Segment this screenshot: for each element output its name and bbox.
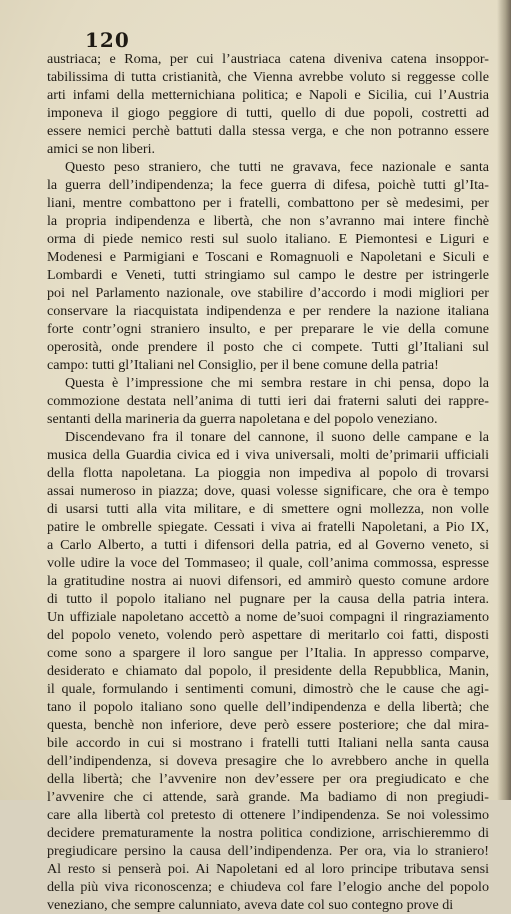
text-line: dell’indipendenza, si doveva presagire che lo avrebbero anche in quella	[47, 753, 489, 769]
text-line: Questa è l’impressione che mi sembra restare in chi pensa, dopo la	[65, 375, 489, 391]
text-line: campo: tutti gl’Italiani nel Consiglio, per il bene comune della patria!	[47, 357, 439, 373]
text-line: arti infami della metternichiana politica; e Napoli e Sicilia, cui l’Austria	[47, 87, 489, 103]
text-line: il quale, formulando i sentimenti comuni, dimostrò che le cause che agi-	[47, 681, 489, 697]
text-line: Discendevano fra il tonare del cannone, il suono delle campane e la	[65, 429, 489, 445]
text-line: pregiudicare persino la causa dell’indipendenza. Per ora, via lo straniero!	[47, 843, 489, 859]
text-line: poi nel Parlamento nazionale, ove stabilire d’accordo i modi migliori per	[47, 285, 489, 301]
text-line: Al resto si penserà poi. Ai Napoletani ed al loro principe tributava sensi	[47, 861, 489, 877]
text-line: liani, mentre combattono per i fratelli, combattono per sè medesimi, per	[47, 195, 489, 211]
text-line: a Carlo Alberto, a tutti i difensori della patria, ed al Governo veneto, si	[47, 537, 489, 553]
text-line: della più viva riconoscenza; e chiudeva col fare l’elogio anche del popolo	[47, 879, 489, 895]
text-line: sentanti della marineria da guerra napoletana e del popolo veneziano.	[47, 411, 438, 427]
text-line: forte contr’ogni straniero insulto, e per preparare le vie della comune	[47, 321, 489, 337]
text-line: amici se non liberi.	[47, 141, 156, 157]
text-line: di usarsi tutti alla vita militare, e di smettere ogni mollezza, non volle	[47, 501, 489, 517]
paragraph	[47, 428, 489, 914]
text-line: austriaca; e Roma, per cui l’austriaca catena diveniva catena insoppor-	[47, 51, 489, 67]
text-line: patire le ombrelle spiegate. Cessati i viva ai fratelli Napoletani, a Pio IX,	[47, 519, 489, 535]
text-line: del popolo veneto, volendo però aspettare di meritarlo coi fatti, disposti	[47, 627, 489, 643]
text-line: la guerra dell’indipendenza; la fece guerra di difesa, poichè tutti gl’Ita-	[47, 177, 489, 193]
text-line: la gratitudine nostra ai nuovi difensori, ed ammirò questo comune ardore	[47, 573, 489, 589]
body-text	[47, 50, 489, 914]
text-line: della flotta napoletana. La pioggia non impediva al popolo di trovarsi	[47, 465, 489, 481]
text-line: commozione destata nell’anima di tutti ieri dai fraterni saluti dei rappre-	[47, 393, 489, 409]
text-line: operosità, onde prendere il posto che ci compete. Tutti gl’Italiani sul	[47, 339, 489, 355]
paragraph	[47, 50, 489, 158]
text-line: conservare la riacquistata indipendenza e per rendere la nazione italiana	[47, 303, 489, 319]
text-line: della libertà; che l’avvenire non dev’essere per ora pregiudicato e che	[47, 771, 489, 787]
text-line: assai numeroso in piazza; dove, quasi volesse significare, che ora è tempo	[47, 483, 489, 499]
text-line: decidere prematuramente la nostra politica condizione, arrischieremmo di	[47, 825, 489, 841]
text-line: desiderato e chiamato dal popolo, il presidente della Repubblica, Manin,	[47, 663, 489, 679]
text-line: tano il popolo italiano sono quelle dell’indipendenza e della libertà; che	[47, 699, 489, 715]
text-line: care alla libertà col pretesto di ottenere l’indipendenza. Se noi volessimo	[47, 807, 489, 823]
text-line: imponeva il giogo peggiore di tutti, quello di due popoli, costretti ad	[47, 105, 489, 121]
text-line: veneziano, che sempre calunniato, aveva date col suo contegno prove di	[47, 897, 454, 913]
text-line: orma di piede nemico resti sul suolo italiano. E Piemontesi e Liguri e	[47, 231, 489, 247]
text-line: volle udire la voce del Tommaseo; il quale, coll’anima commossa, espresse	[47, 555, 489, 571]
text-line: di tutto il popolo italiano nel pugnare per la causa della patria intera.	[47, 591, 489, 607]
paragraph	[47, 374, 489, 428]
text-line: Questo peso straniero, che tutti ne gravava, fece nazionale e santa	[65, 159, 489, 175]
text-line: la propria indipendenza e libertà, che non s’avranno mai intere finchè	[47, 213, 489, 229]
text-line: Modenesi e Parmigiani e Toscani e Romagnuoli e Napoletani e Siculi e	[47, 249, 489, 265]
paragraph	[47, 158, 489, 374]
text-line: Lombardi e Veneti, tutti stringiamo sul campo le destre per istringerle	[47, 267, 489, 283]
text-line: essere nemici perchè battuti dalla stessa verga, e che non potranno essere	[47, 123, 489, 139]
text-line: questa, benchè non inferiore, deve però essere posteriore; che dal mira-	[47, 717, 489, 733]
text-line: bile accordo in cui si mostrano i fratelli tutti Italiani nella santa causa	[47, 735, 489, 751]
text-line: l’avvenire che ci attende, sarà grande. Ma badiamo di non pregiudi-	[47, 789, 489, 805]
text-line: come sono a spargere il loro sangue per l’Italia. In appresso comparve,	[47, 645, 489, 661]
page-number: 120	[85, 28, 130, 52]
page-gutter-shadow	[497, 0, 511, 800]
text-line: tabilissima di tutta cristianità, che Vienna avrebbe voluto si reggesse colle	[47, 69, 489, 85]
text-line: Un uffiziale napoletano accettò a nome de’suoi compagni il ringraziamento	[47, 609, 489, 625]
text-line: musica della Guardia civica ed i viva universali, molti de’primarii ufficiali	[47, 447, 489, 463]
